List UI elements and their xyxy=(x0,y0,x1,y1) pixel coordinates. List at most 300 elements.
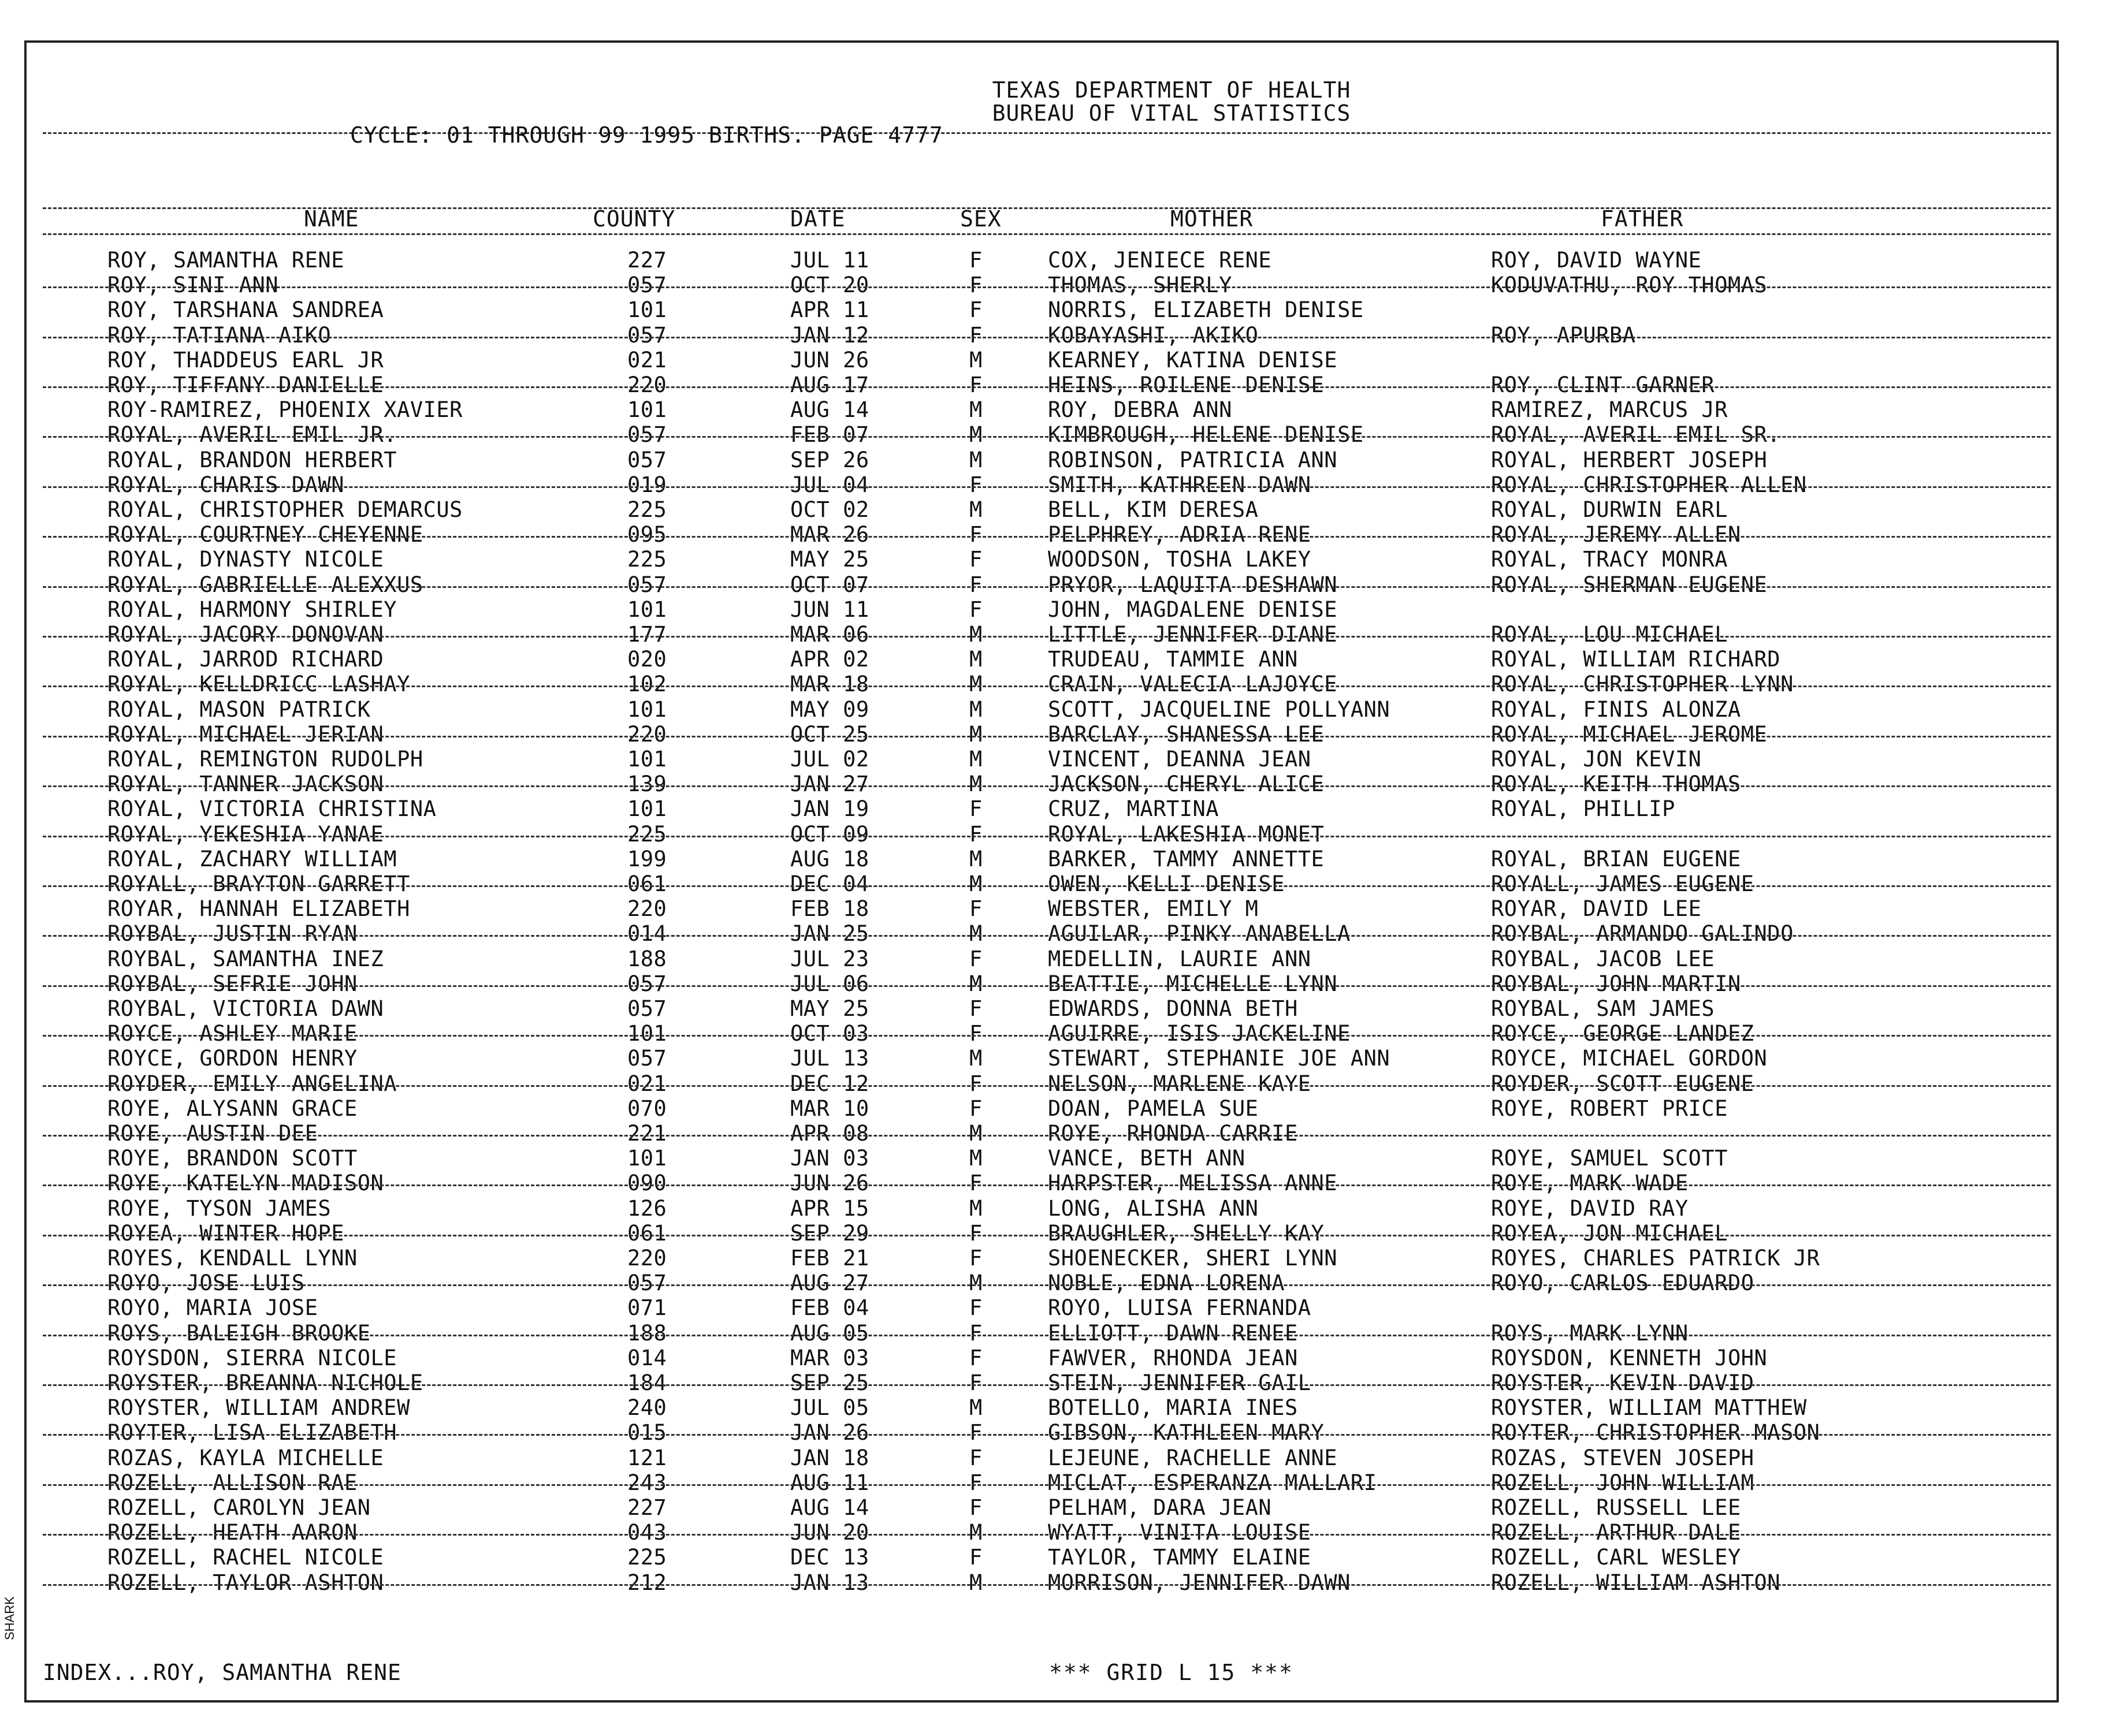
cell-father: ROYSTER, WILLIAM MATTHEW xyxy=(1491,1395,1807,1421)
cell-name: ROYAL, TANNER JACKSON xyxy=(107,772,384,797)
cell-sex: M xyxy=(969,1570,983,1595)
cell-county: 101 xyxy=(627,796,667,822)
cell-mother: AGUILAR, PINKY ANABELLA xyxy=(1048,921,1351,947)
divider xyxy=(43,935,2051,937)
cell-name: ROYAL, HARMONY SHIRLEY xyxy=(107,597,397,622)
cell-mother: MICLAT, ESPERANZA MALLARI xyxy=(1048,1470,1377,1495)
cell-sex: M xyxy=(969,422,983,448)
cell-date: JAN 19 xyxy=(790,796,869,822)
cell-mother: ROYE, RHONDA CARRIE xyxy=(1048,1121,1298,1146)
cell-mother: WYATT, VINITA LOUISE xyxy=(1048,1520,1311,1545)
cell-mother: PRYOR, LAQUITA DESHAWN xyxy=(1048,572,1338,597)
cell-father: ROYAL, SHERMAN EUGENE xyxy=(1491,572,1768,597)
cell-county: 240 xyxy=(627,1395,667,1421)
cell-date: AUG 14 xyxy=(790,397,869,423)
cell-county: 014 xyxy=(627,921,667,947)
cell-father: ROZELL, ARTHUR DALE xyxy=(1491,1520,1741,1545)
table-row xyxy=(27,1071,2057,1097)
column-header-name: NAME xyxy=(304,206,359,232)
cell-mother: LITTLE, JENNIFER DIANE xyxy=(1048,622,1338,647)
cell-mother: STEWART, STEPHANIE JOE ANN xyxy=(1048,1046,1390,1071)
divider xyxy=(43,286,2051,288)
cell-name: ROYTER, LISA ELIZABETH xyxy=(107,1420,397,1446)
cell-father: ROYBAL, JOHN MARTIN xyxy=(1491,971,1741,996)
cell-county: 221 xyxy=(627,1121,667,1146)
table-row xyxy=(27,1321,2057,1346)
table-row xyxy=(27,971,2057,997)
cell-mother: WEBSTER, EMILY M xyxy=(1048,896,1259,922)
cell-mother: HEINS, ROILENE DENISE xyxy=(1048,372,1325,397)
cell-mother: TAYLOR, TAMMY ELAINE xyxy=(1048,1545,1311,1570)
cell-county: 057 xyxy=(627,572,667,597)
cell-mother: BRAUGHLER, SHELLY KAY xyxy=(1048,1220,1325,1246)
cell-county: 057 xyxy=(627,422,667,448)
cell-name: ROYSTER, WILLIAM ANDREW xyxy=(107,1395,410,1421)
divider xyxy=(43,1235,2051,1236)
cell-father: RAMIREZ, MARCUS JR xyxy=(1491,397,1728,423)
table-row xyxy=(27,822,2057,847)
table-row xyxy=(27,273,2057,298)
cell-name: ROZELL, CAROLYN JEAN xyxy=(107,1495,371,1520)
cell-name: ROYAL, MASON PATRICK xyxy=(107,696,371,722)
cell-date: JAN 25 xyxy=(790,921,869,947)
cell-county: 184 xyxy=(627,1370,667,1395)
cell-sex: M xyxy=(969,1046,983,1071)
cell-mother: BEATTIE, MICHELLE LYNN xyxy=(1048,971,1338,996)
cell-name: ROYE, BRANDON SCOTT xyxy=(107,1146,358,1171)
cell-county: 101 xyxy=(627,297,667,323)
cell-mother: ROBINSON, PATRICIA ANN xyxy=(1048,447,1338,472)
cell-county: 101 xyxy=(627,1021,667,1046)
cell-mother: CRAIN, VALECIA LAJOYCE xyxy=(1048,672,1338,697)
cell-county: 057 xyxy=(627,1271,667,1296)
divider xyxy=(43,1484,2051,1486)
cell-mother: ROYAL, LAKESHIA MONET xyxy=(1048,821,1325,847)
cell-sex: F xyxy=(969,1370,983,1395)
cell-father: ROYALL, JAMES EUGENE xyxy=(1491,871,1754,896)
cell-county: 227 xyxy=(627,1495,667,1520)
cell-sex: M xyxy=(969,1121,983,1146)
cell-mother: DOAN, PAMELA SUE xyxy=(1048,1096,1259,1121)
cell-mother: CRUZ, MARTINA xyxy=(1048,796,1219,822)
cell-sex: F xyxy=(969,1470,983,1495)
cell-county: 101 xyxy=(627,597,667,622)
cell-name: ROYAL, KELLDRICC LASHAY xyxy=(107,672,410,697)
table-row xyxy=(27,372,2057,398)
cell-name: ROYES, KENDALL LYNN xyxy=(107,1246,358,1271)
column-header-mother: MOTHER xyxy=(1170,206,1254,232)
cell-county: 015 xyxy=(627,1420,667,1446)
table-row xyxy=(27,448,2057,473)
cell-date: OCT 02 xyxy=(790,497,869,522)
cell-county: 057 xyxy=(627,273,667,298)
cell-date: JAN 18 xyxy=(790,1445,869,1470)
cell-mother: ELLIOTT, DAWN RENEE xyxy=(1048,1320,1298,1346)
cell-father: ROYE, ROBERT PRICE xyxy=(1491,1096,1728,1121)
side-label: SHARK xyxy=(2,1596,17,1640)
cell-date: SEP 25 xyxy=(790,1370,869,1395)
cell-father: ROYAR, DAVID LEE xyxy=(1491,896,1702,922)
cell-name: ROYAL, JARROD RICHARD xyxy=(107,647,384,672)
divider xyxy=(43,1335,2051,1336)
cell-date: DEC 04 xyxy=(790,871,869,896)
cell-name: ROYALL, BRAYTON GARRETT xyxy=(107,871,410,896)
cell-mother: KOBAYASHI, AKIKO xyxy=(1048,322,1259,348)
cell-sex: F xyxy=(969,1345,983,1370)
divider xyxy=(43,207,2051,209)
cell-name: ROY, TARSHANA SANDREA xyxy=(107,297,384,323)
cell-date: MAR 18 xyxy=(790,672,869,697)
table-row xyxy=(27,422,2057,448)
divider xyxy=(43,486,2051,488)
cell-date: JAN 26 xyxy=(790,1420,869,1446)
cell-sex: M xyxy=(969,647,983,672)
cell-date: APR 15 xyxy=(790,1195,869,1221)
divider xyxy=(43,1384,2051,1386)
cell-date: APR 08 xyxy=(790,1121,869,1146)
cell-sex: F xyxy=(969,821,983,847)
cell-date: MAR 26 xyxy=(790,522,869,547)
cell-father: ROYAL, CHRISTOPHER ALLEN xyxy=(1491,472,1807,497)
table-row xyxy=(27,1171,2057,1196)
cell-mother: ROYO, LUISA FERNANDA xyxy=(1048,1295,1311,1321)
cell-date: APR 11 xyxy=(790,297,869,323)
cell-county: 102 xyxy=(627,672,667,697)
cell-date: AUG 18 xyxy=(790,846,869,871)
cell-mother: THOMAS, SHERLY xyxy=(1048,273,1232,298)
cell-mother: MEDELLIN, LAURIE ANN xyxy=(1048,946,1311,971)
cell-date: MAY 25 xyxy=(790,547,869,572)
divider xyxy=(43,436,2051,438)
cell-mother: HARPSTER, MELISSA ANNE xyxy=(1048,1171,1338,1196)
table-row xyxy=(27,1395,2057,1421)
cell-date: OCT 03 xyxy=(790,1021,869,1046)
cell-date: JUL 05 xyxy=(790,1395,869,1421)
cell-mother: BARKER, TAMMY ANNETTE xyxy=(1048,846,1325,871)
cell-sex: F xyxy=(969,1071,983,1096)
cell-name: ROYAL, YEKESHIA YANAE xyxy=(107,821,384,847)
cell-father: ROY, DAVID WAYNE xyxy=(1491,248,1702,273)
cell-father: ROYO, CARLOS EDUARDO xyxy=(1491,1271,1754,1296)
cell-date: JUL 06 xyxy=(790,971,869,996)
column-header-date: DATE xyxy=(790,206,846,232)
table-row xyxy=(27,397,2057,423)
table-row xyxy=(27,1545,2057,1570)
table-row xyxy=(27,1096,2057,1122)
table-row xyxy=(27,522,2057,547)
cell-county: 225 xyxy=(627,497,667,522)
cell-mother: BOTELLO, MARIA INES xyxy=(1048,1395,1298,1421)
cell-father: ROYTER, CHRISTOPHER MASON xyxy=(1491,1420,1820,1446)
table-row xyxy=(27,1295,2057,1321)
cell-mother: VANCE, BETH ANN xyxy=(1048,1146,1245,1171)
cell-county: 021 xyxy=(627,347,667,372)
cell-sex: F xyxy=(969,796,983,822)
cell-date: JUN 11 xyxy=(790,597,869,622)
cell-father: ROZELL, WILLIAM ASHTON xyxy=(1491,1570,1781,1595)
cell-date: JUN 26 xyxy=(790,1171,869,1196)
cell-county: 126 xyxy=(627,1195,667,1221)
table-row xyxy=(27,1221,2057,1246)
cell-name: ROZELL, TAYLOR ASHTON xyxy=(107,1570,384,1595)
divider xyxy=(43,586,2051,588)
cell-date: AUG 11 xyxy=(790,1470,869,1495)
cell-date: FEB 07 xyxy=(790,422,869,448)
cell-sex: M xyxy=(969,347,983,372)
divider xyxy=(43,836,2051,837)
table-row xyxy=(27,1570,2057,1596)
cell-name: ROYO, MARIA JOSE xyxy=(107,1295,318,1321)
cell-sex: M xyxy=(969,721,983,747)
cell-sex: M xyxy=(969,672,983,697)
table-row xyxy=(27,1520,2057,1545)
cell-father: ROYAL, FINIS ALONZA xyxy=(1491,696,1741,722)
cell-county: 101 xyxy=(627,747,667,772)
divider xyxy=(43,386,2051,388)
table-row xyxy=(27,772,2057,797)
cell-father: ROYDER, SCOTT EUGENE xyxy=(1491,1071,1754,1096)
table-row xyxy=(27,697,2057,722)
cell-sex: F xyxy=(969,1295,983,1321)
cell-date: AUG 05 xyxy=(790,1320,869,1346)
cell-sex: F xyxy=(969,248,983,273)
cell-sex: M xyxy=(969,622,983,647)
cell-father: KODUVATHU, ROY THOMAS xyxy=(1491,273,1768,298)
table-row xyxy=(27,996,2057,1022)
cell-county: 101 xyxy=(627,1146,667,1171)
cell-name: ROYAL, AVERIL EMIL JR. xyxy=(107,422,397,448)
divider xyxy=(43,1085,2051,1087)
cell-mother: ROY, DEBRA ANN xyxy=(1048,397,1232,423)
cell-name: ROYBAL, SAMANTHA INEZ xyxy=(107,946,384,971)
cell-date: JUN 20 xyxy=(790,1520,869,1545)
cell-date: MAR 10 xyxy=(790,1096,869,1121)
cell-mother: GIBSON, KATHLEEN MARY xyxy=(1048,1420,1325,1446)
cell-county: 095 xyxy=(627,522,667,547)
cell-sex: F xyxy=(969,1220,983,1246)
cell-father: ROYEA, JON MICHAEL xyxy=(1491,1220,1728,1246)
cell-name: ROZAS, KAYLA MICHELLE xyxy=(107,1445,384,1470)
cell-county: 225 xyxy=(627,1545,667,1570)
column-header-sex: SEX xyxy=(960,206,1002,232)
cell-sex: M xyxy=(969,846,983,871)
cell-date: AUG 17 xyxy=(790,372,869,397)
cell-father: ROZELL, JOHN WILLIAM xyxy=(1491,1470,1754,1495)
cell-county: 227 xyxy=(627,248,667,273)
table-row xyxy=(27,547,2057,572)
cell-name: ROZELL, HEATH AARON xyxy=(107,1520,358,1545)
cell-sex: F xyxy=(969,322,983,348)
cell-sex: M xyxy=(969,1146,983,1171)
cell-name: ROY, SAMANTHA RENE xyxy=(107,248,344,273)
cell-date: OCT 20 xyxy=(790,273,869,298)
table-row xyxy=(27,796,2057,822)
divider xyxy=(43,1035,2051,1037)
column-header-father: FATHER xyxy=(1601,206,1684,232)
cell-date: JUN 26 xyxy=(790,347,869,372)
cell-sex: M xyxy=(969,447,983,472)
cell-name: ROYCE, GORDON HENRY xyxy=(107,1046,358,1071)
table-row xyxy=(27,847,2057,872)
cell-father: ROYES, CHARLES PATRICK JR xyxy=(1491,1246,1820,1271)
cell-date: APR 02 xyxy=(790,647,869,672)
cell-date: OCT 07 xyxy=(790,572,869,597)
cell-date: MAR 03 xyxy=(790,1345,869,1370)
cell-county: 220 xyxy=(627,896,667,922)
cell-name: ROYS, BALEIGH BROOKE xyxy=(107,1320,371,1346)
table-row xyxy=(27,871,2057,897)
cell-sex: F xyxy=(969,1445,983,1470)
cell-date: SEP 29 xyxy=(790,1220,869,1246)
divider xyxy=(43,686,2051,687)
cell-name: ROYBAL, JUSTIN RYAN xyxy=(107,921,358,947)
cell-date: OCT 25 xyxy=(790,721,869,747)
divider xyxy=(43,536,2051,538)
cell-county: 019 xyxy=(627,472,667,497)
cell-county: 188 xyxy=(627,1320,667,1346)
cell-name: ROY, TIFFANY DANIELLE xyxy=(107,372,384,397)
cell-sex: M xyxy=(969,1520,983,1545)
table-row xyxy=(27,1271,2057,1296)
cell-mother: EDWARDS, DONNA BETH xyxy=(1048,996,1298,1021)
cell-sex: F xyxy=(969,472,983,497)
cell-father: ROYAL, JON KEVIN xyxy=(1491,747,1702,772)
table-row xyxy=(27,572,2057,598)
cell-date: AUG 27 xyxy=(790,1271,869,1296)
cell-mother: KIMBROUGH, HELENE DENISE xyxy=(1048,422,1364,448)
cell-county: 020 xyxy=(627,647,667,672)
cell-date: MAY 09 xyxy=(790,696,869,722)
cell-father: ROYAL, PHILLIP xyxy=(1491,796,1675,822)
cell-sex: F xyxy=(969,1320,983,1346)
cell-mother: NELSON, MARLENE KAYE xyxy=(1048,1071,1311,1096)
cell-sex: M xyxy=(969,772,983,797)
table-row xyxy=(27,947,2057,972)
cell-mother: SHOENECKER, SHERI LYNN xyxy=(1048,1246,1338,1271)
cell-county: 199 xyxy=(627,846,667,871)
cell-mother: JACKSON, CHERYL ALICE xyxy=(1048,772,1325,797)
cell-father: ROYE, MARK WADE xyxy=(1491,1171,1689,1196)
cell-name: ROYCE, ASHLEY MARIE xyxy=(107,1021,358,1046)
table-row xyxy=(27,1370,2057,1396)
cell-mother: STEIN, JENNIFER GAIL xyxy=(1048,1370,1311,1395)
cell-father: ROYCE, GEORGE LANDEZ xyxy=(1491,1021,1754,1046)
cell-sex: M xyxy=(969,397,983,423)
header-line-1: TEXAS DEPARTMENT OF HEALTH xyxy=(992,77,1351,103)
cell-father: ROZELL, CARL WESLEY xyxy=(1491,1545,1741,1570)
cell-sex: F xyxy=(969,896,983,922)
cell-date: FEB 04 xyxy=(790,1295,869,1321)
cell-sex: M xyxy=(969,921,983,947)
grid-footer: *** GRID L 15 *** xyxy=(1049,1660,1293,1685)
cell-sex: F xyxy=(969,522,983,547)
cell-name: ROY, SINI ANN xyxy=(107,273,279,298)
cell-mother: LONG, ALISHA ANN xyxy=(1048,1195,1259,1221)
cell-sex: F xyxy=(969,597,983,622)
cell-father: ROYBAL, SAM JAMES xyxy=(1491,996,1715,1021)
cell-county: 220 xyxy=(627,721,667,747)
cell-sex: F xyxy=(969,1021,983,1046)
cell-name: ROYE, AUSTIN DEE xyxy=(107,1121,318,1146)
cell-father: ROYAL, KEITH THOMAS xyxy=(1491,772,1741,797)
cell-county: 061 xyxy=(627,871,667,896)
cell-county: 243 xyxy=(627,1470,667,1495)
cell-mother: OWEN, KELLI DENISE xyxy=(1048,871,1285,896)
cell-county: 057 xyxy=(627,996,667,1021)
divider xyxy=(43,985,2051,987)
divider xyxy=(43,785,2051,787)
cell-mother: KEARNEY, KATINA DENISE xyxy=(1048,347,1338,372)
cell-mother: WOODSON, TOSHA LAKEY xyxy=(1048,547,1311,572)
cell-name: ROYE, KATELYN MADISON xyxy=(107,1171,384,1196)
cell-date: JUL 23 xyxy=(790,946,869,971)
table-row xyxy=(27,1346,2057,1371)
cell-mother: PELPHREY, ADRIA RENE xyxy=(1048,522,1311,547)
table-row xyxy=(27,622,2057,647)
cell-sex: M xyxy=(969,497,983,522)
cell-father: ROYBAL, ARMANDO GALINDO xyxy=(1491,921,1794,947)
table-row xyxy=(27,323,2057,348)
cell-sex: F xyxy=(969,1495,983,1520)
cell-sex: F xyxy=(969,1420,983,1446)
table-row xyxy=(27,1196,2057,1221)
table-row xyxy=(27,647,2057,672)
cell-county: 220 xyxy=(627,372,667,397)
divider xyxy=(43,337,2051,338)
cell-sex: F xyxy=(969,572,983,597)
cell-mother: MORRISON, JENNIFER DAWN xyxy=(1048,1570,1351,1595)
cell-father: ROYE, DAVID RAY xyxy=(1491,1195,1689,1221)
cycle-line: CYCLE: 01 THROUGH 99 1995 BIRTHS. PAGE 4777 xyxy=(350,122,943,148)
cell-name: ROYE, ALYSANN GRACE xyxy=(107,1096,358,1121)
cell-sex: M xyxy=(969,696,983,722)
cell-name: ROYAL, VICTORIA CHRISTINA xyxy=(107,796,437,822)
cell-sex: F xyxy=(969,1545,983,1570)
column-header-county: COUNTY xyxy=(593,206,676,232)
cell-father: ROYAL, WILLIAM RICHARD xyxy=(1491,647,1781,672)
cell-father: ROYSDON, KENNETH JOHN xyxy=(1491,1345,1768,1370)
cell-county: 139 xyxy=(627,772,667,797)
cell-sex: F xyxy=(969,1171,983,1196)
divider xyxy=(43,885,2051,887)
cell-name: ROYEA, WINTER HOPE xyxy=(107,1220,344,1246)
cell-father: ROZELL, RUSSELL LEE xyxy=(1491,1495,1741,1520)
cell-county: 225 xyxy=(627,821,667,847)
cell-name: ROYAL, REMINGTON RUDOLPH xyxy=(107,747,423,772)
cell-mother: NORRIS, ELIZABETH DENISE xyxy=(1048,297,1364,323)
table-row xyxy=(27,348,2057,373)
cell-mother: NOBLE, EDNA LORENA xyxy=(1048,1271,1285,1296)
table-row xyxy=(27,921,2057,947)
cell-sex: F xyxy=(969,1096,983,1121)
divider xyxy=(43,132,2051,134)
divider xyxy=(43,636,2051,638)
table-row xyxy=(27,1246,2057,1271)
table-row xyxy=(27,248,2057,273)
cell-county: 212 xyxy=(627,1570,667,1595)
cell-father: ROYAL, CHRISTOPHER LYNN xyxy=(1491,672,1794,697)
table-row xyxy=(27,722,2057,747)
cell-mother: TRUDEAU, TAMMIE ANN xyxy=(1048,647,1298,672)
cell-date: JUL 02 xyxy=(790,747,869,772)
cell-date: FEB 21 xyxy=(790,1246,869,1271)
cell-father: ROYCE, MICHAEL GORDON xyxy=(1491,1046,1768,1071)
table-row xyxy=(27,497,2057,523)
cell-sex: F xyxy=(969,297,983,323)
cell-county: 070 xyxy=(627,1096,667,1121)
cell-name: ROYAR, HANNAH ELIZABETH xyxy=(107,896,410,922)
cell-sex: M xyxy=(969,1271,983,1296)
